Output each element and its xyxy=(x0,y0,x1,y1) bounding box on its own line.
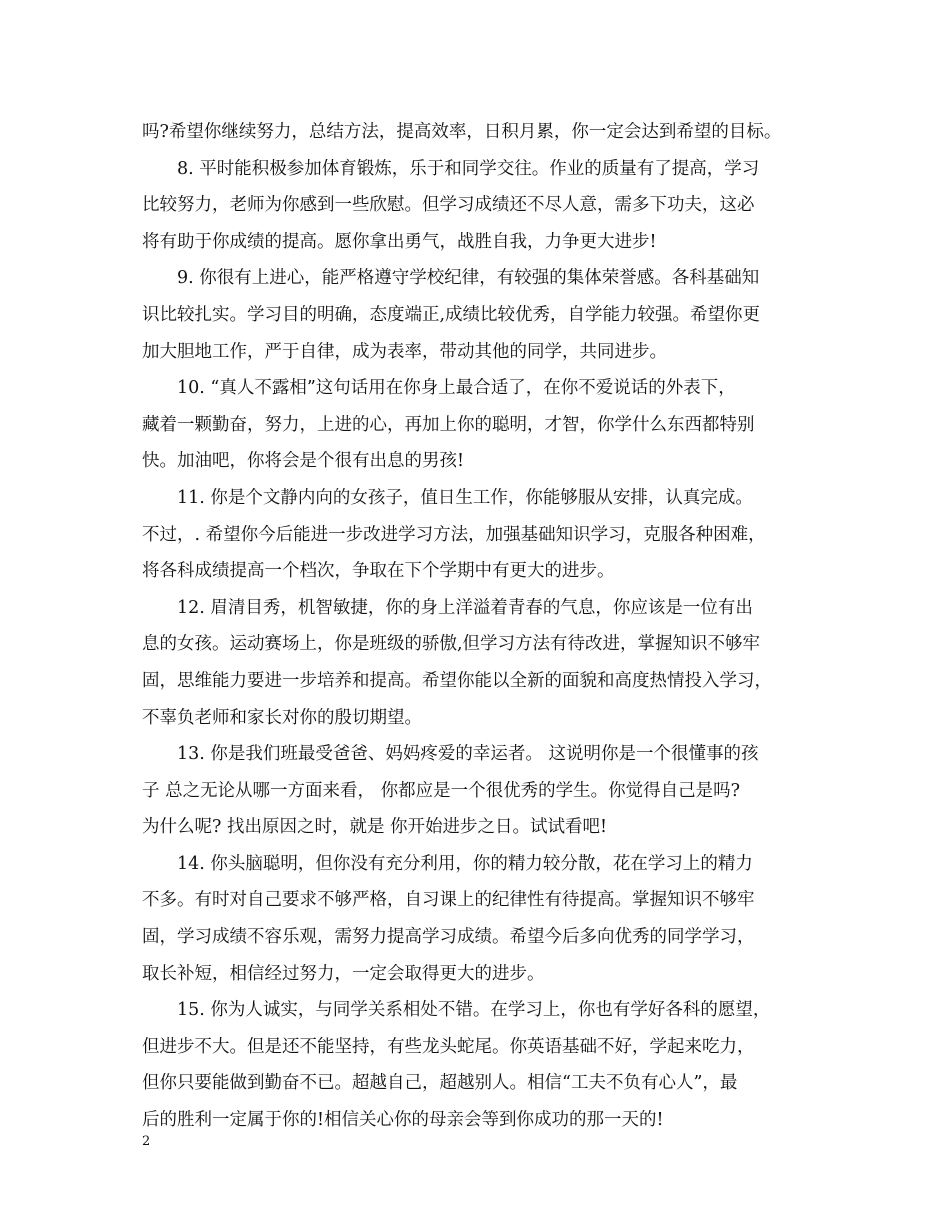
text-line: 快。加油吧，你将会是个很有出息的男孩! xyxy=(142,451,465,472)
page-number: 2 xyxy=(142,1134,151,1149)
text-line: 固，思维能力要进一步培养和提高。希望你能以全新的面貌和高度热情投入学习， xyxy=(142,670,772,691)
text-line: 为什么呢? 找出原因之时，就是 你开始进步之日。试试看吧! xyxy=(142,817,608,838)
paragraph-15-line: 15. 你为人诚实，与同学关系相处不错。在学习上，你也有学好各科的愿望， xyxy=(177,1000,771,1021)
paragraph-10-line: 10. “真人不露相”这句话用在你身上最合适了，在你不爱说话的外表下， xyxy=(177,378,736,399)
text-line: 吗?希望你继续努力，总结方法，提高效率，日积月累，你一定会达到希望的目标。 xyxy=(142,122,782,142)
paragraph-11-line: 11. 你是个文静内向的女孩子，值日生工作，你能够服从安排，认真完成。 xyxy=(177,487,753,508)
document-body xyxy=(142,114,810,1139)
text-line: 将各科成绩提高一个档次，争取在下个学期中有更大的进步。 xyxy=(142,561,615,582)
text-line: 后的胜利一定属于你的!相信关心你的母亲会等到你成功的那一天的! xyxy=(142,1110,664,1131)
text-line: 不过，. 希望你今后能进一步改进学习方法，加强基础知识学习，克服各种困难， xyxy=(142,524,766,545)
text-line: 藏着一颗勤奋，努力，上进的心，再加上你的聪明，才智，你学什么东西都特别 xyxy=(142,414,755,435)
paragraph-9-line: 9. 你很有上进心，能严格遵守学校纪律，有较强的集体荣誉感。各科基础知 xyxy=(177,268,760,289)
text-line: 取长补短，相信经过努力，一定会取得更大的进步。 xyxy=(142,963,545,984)
text-line: 加大胆地工作，严于自律，成为表率，带动其他的同学，共同进步。 xyxy=(142,341,667,362)
text-line: 不多。有时对自己要求不够严格，自习课上的纪律性有待提高。掌握知识不够牢 xyxy=(142,890,755,911)
text-line: 识比较扎实。学习目的明确，态度端正,成绩比较优秀，自学能力较强。希望你更 xyxy=(142,304,761,325)
text-line: 固，学习成绩不容乐观，需努力提高学习成绩。希望今后多向优秀的同学学习， xyxy=(142,927,755,948)
paragraph-14-line: 14. 你头脑聪明，但你没有充分利用，你的精力较分散，花在学习上的精力 xyxy=(177,853,753,874)
text-line: 息的女孩。运动赛场上，你是班级的骄傲,但学习方法有待改进，掌握知识不够牢 xyxy=(142,634,761,655)
paragraph-8-line: 8. 平时能积极参加体育锻炼，乐于和同学交往。作业的质量有了提高，学习 xyxy=(177,158,760,179)
paragraph-13-line: 13. 你是我们班最受爸爸、妈妈疼爱的幸运者。 这说明你是一个很懂事的孩 xyxy=(177,744,759,765)
text-line: 子 总之无论从哪一方面来看， 你都应是一个很优秀的学生。你觉得自己是吗? xyxy=(142,780,741,801)
text-line: 将有助于你成绩的提高。愿你拿出勇气，战胜自我，力争更大进步! xyxy=(142,231,657,252)
text-line: 不辜负老师和家长对你的殷切期望。 xyxy=(142,707,422,728)
text-line: 比较努力，老师为你感到一些欣慰。但学习成绩还不尽人意，需多下功夫，这必 xyxy=(142,195,755,216)
text-line: 但进步不大。但是还不能坚持，有些龙头蛇尾。你英语基础不好，学起来吃力， xyxy=(142,1036,755,1057)
text-line: 但你只要能做到勤奋不已。超越自己，超越别人。相信“工夫不负有心人”，最 xyxy=(142,1073,738,1094)
paragraph-12-line: 12. 眉清目秀，机智敏捷，你的身上洋溢着青春的气息，你应该是一位有出 xyxy=(177,597,753,618)
